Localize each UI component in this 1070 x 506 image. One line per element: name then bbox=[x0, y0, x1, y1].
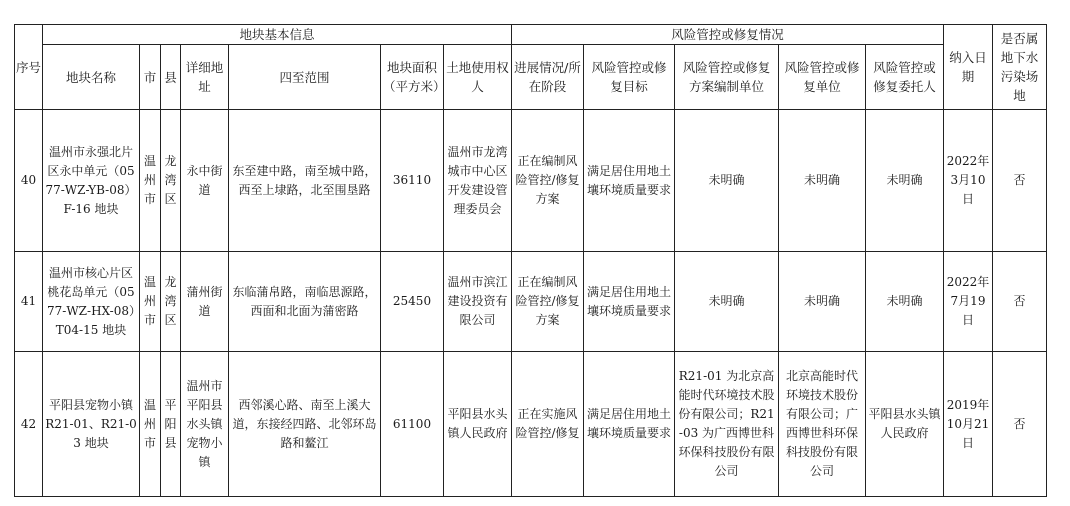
header-progress: 进展情况/所在阶段 bbox=[512, 45, 584, 110]
cell-progress: 正在实施风险管控/修复 bbox=[512, 352, 584, 497]
cell-target: 满足居住用地土壤环境质量要求 bbox=[584, 110, 675, 252]
table-row bbox=[15, 252, 1047, 352]
cell-client: 未明确 bbox=[866, 252, 944, 352]
cell-area: 36110 bbox=[381, 110, 444, 252]
cell-repair-unit: 未明确 bbox=[779, 252, 866, 352]
cell-area: 25450 bbox=[381, 252, 444, 352]
header-repair-unit: 风险管控或修复单位 bbox=[779, 45, 866, 110]
header-date: 纳入日期 bbox=[944, 25, 993, 110]
cell-target: 满足居住用地土壤环境质量要求 bbox=[584, 252, 675, 352]
header-row-group bbox=[15, 25, 1047, 45]
cell-date: 2019年10月21日 bbox=[944, 352, 993, 497]
cell-seq: 41 bbox=[15, 252, 43, 352]
cell-city: 温州市 bbox=[140, 352, 161, 497]
cell-name: 温州市永强北片区永中单元（0577-WZ-YB-08）F-16 地块 bbox=[43, 110, 140, 252]
header-name: 地块名称 bbox=[43, 45, 140, 110]
cell-groundwater: 否 bbox=[993, 252, 1047, 352]
header-bounds: 四至范围 bbox=[229, 45, 381, 110]
cell-seq: 40 bbox=[15, 110, 43, 252]
header-city: 市 bbox=[140, 45, 161, 110]
cell-client: 未明确 bbox=[866, 110, 944, 252]
cell-name: 平阳县宠物小镇 R21-01、R21-03 地块 bbox=[43, 352, 140, 497]
cell-address: 蒲州街道 bbox=[181, 252, 229, 352]
cell-repair-unit: 北京高能时代环境技术股份有限公司；广西博世科环保科技股份有限公司 bbox=[779, 352, 866, 497]
cell-progress: 正在编制风险管控/修复方案 bbox=[512, 110, 584, 252]
cell-county: 龙湾区 bbox=[161, 252, 181, 352]
cell-groundwater: 否 bbox=[993, 110, 1047, 252]
header-client: 风险管控或修复委托人 bbox=[866, 45, 944, 110]
header-plan-unit: 风险管控或修复方案编制单位 bbox=[675, 45, 779, 110]
cell-repair-unit: 未明确 bbox=[779, 110, 866, 252]
cell-groundwater: 否 bbox=[993, 352, 1047, 497]
header-group-basic: 地块基本信息 bbox=[43, 25, 512, 45]
cell-owner: 温州市龙湾城市中心区开发建设管理委员会 bbox=[444, 110, 512, 252]
header-area: 地块面积（平方米） bbox=[381, 45, 444, 110]
cell-city: 温州市 bbox=[140, 252, 161, 352]
cell-client: 平阳县水头镇人民政府 bbox=[866, 352, 944, 497]
cell-bounds: 西邻溪心路、南至上溪大道，东接经四路、北邻环岛路和鳌江 bbox=[229, 352, 381, 497]
cell-target: 满足居住用地土壤环境质量要求 bbox=[584, 352, 675, 497]
header-row-columns bbox=[15, 45, 1047, 110]
cell-plan-unit: 未明确 bbox=[675, 110, 779, 252]
cell-name: 温州市核心片区桃花岛单元（0577-WZ-HX-08）T04-15 地块 bbox=[43, 252, 140, 352]
table-row bbox=[15, 110, 1047, 252]
cell-bounds: 东至建中路，南至城中路，西至上埭路，北至围垦路 bbox=[229, 110, 381, 252]
cell-bounds: 东临蒲帛路，南临思源路，西面和北面为蒲密路 bbox=[229, 252, 381, 352]
cell-address: 永中街道 bbox=[181, 110, 229, 252]
cell-address: 温州市平阳县水头镇宠物小镇 bbox=[181, 352, 229, 497]
contaminated-site-table bbox=[14, 24, 1047, 497]
header-address: 详细地址 bbox=[181, 45, 229, 110]
table-wrapper bbox=[14, 24, 1047, 497]
header-county: 县 bbox=[161, 45, 181, 110]
cell-plan-unit: R21-01 为北京高能时代环境技术股份有限公司；R21-03 为广西博世科环保科技股份有限公司 bbox=[675, 352, 779, 497]
cell-date: 2022年7月19日 bbox=[944, 252, 993, 352]
cell-county: 平阳县 bbox=[161, 352, 181, 497]
header-group-risk: 风险管控或修复情况 bbox=[512, 25, 944, 45]
header-target: 风险管控或修复目标 bbox=[584, 45, 675, 110]
cell-progress: 正在编制风险管控/修复方案 bbox=[512, 252, 584, 352]
cell-owner: 温州市滨江建设投资有限公司 bbox=[444, 252, 512, 352]
header-owner: 土地使用权人 bbox=[444, 45, 512, 110]
header-groundwater: 是否属地下水污染场地 bbox=[993, 25, 1047, 110]
cell-county: 龙湾区 bbox=[161, 110, 181, 252]
cell-area: 61100 bbox=[381, 352, 444, 497]
header-seq: 序号 bbox=[15, 25, 43, 110]
cell-plan-unit: 未明确 bbox=[675, 252, 779, 352]
cell-owner: 平阳县水头镇人民政府 bbox=[444, 352, 512, 497]
cell-date: 2022年3月10日 bbox=[944, 110, 993, 252]
cell-city: 温州市 bbox=[140, 110, 161, 252]
cell-seq: 42 bbox=[15, 352, 43, 497]
table-row bbox=[15, 352, 1047, 497]
